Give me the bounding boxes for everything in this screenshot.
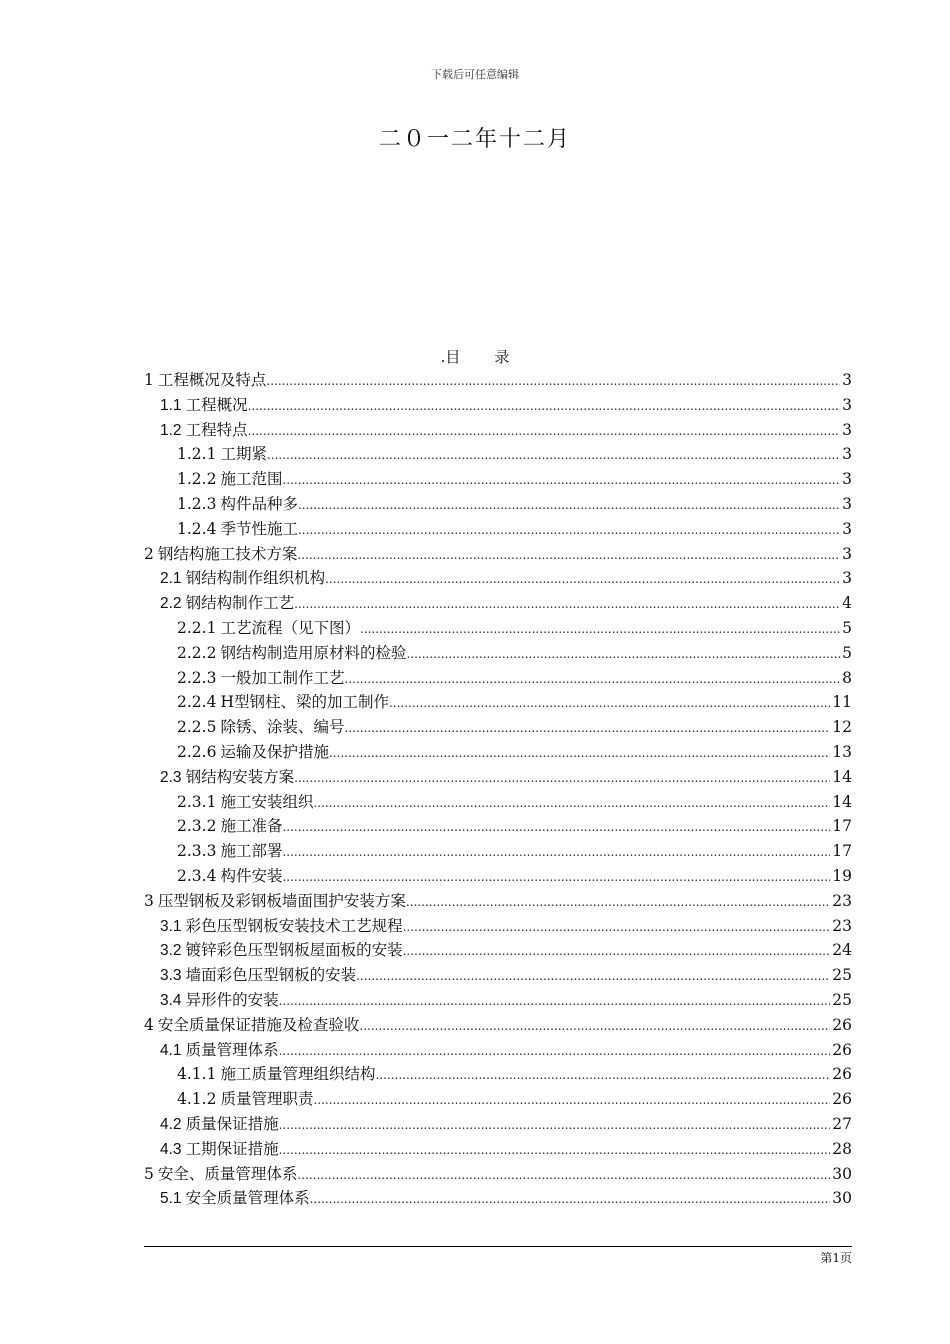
toc-entry[interactable] xyxy=(144,1038,852,1063)
toc-entry-number: 2.3.1 xyxy=(177,792,217,811)
toc-entry[interactable] xyxy=(144,467,852,492)
toc-entry[interactable] xyxy=(144,542,852,567)
toc-entry[interactable] xyxy=(144,492,852,517)
toc-entry-title: 工程概况及特点 xyxy=(157,371,267,389)
footer-divider xyxy=(144,1246,852,1247)
toc-entry-number: 2.2.1 xyxy=(177,618,217,637)
toc-entry-number: 2.2.2 xyxy=(177,643,217,662)
toc-entry[interactable] xyxy=(144,1013,852,1038)
toc-entry[interactable] xyxy=(144,938,852,963)
toc-entry-page: 4 xyxy=(842,594,852,613)
toc-entry[interactable] xyxy=(144,765,852,790)
toc-dot-leader xyxy=(282,840,830,865)
toc-entry-number: 2.3.2 xyxy=(177,817,217,836)
toc-dot-leader xyxy=(356,964,830,989)
header-note: 下载后可任意编辑 xyxy=(431,68,519,81)
toc-entry-page: 12 xyxy=(832,718,852,737)
toc-entry-title: 安全质量保证措施及检查验收 xyxy=(157,1015,360,1034)
toc-entry-title: 工期紧 xyxy=(220,445,267,464)
toc-heading xyxy=(0,346,950,367)
toc-dot-leader xyxy=(298,518,840,543)
toc-entry-title: 墙面彩色压型钢板的安装 xyxy=(185,966,357,985)
toc-entry-page: 3 xyxy=(842,420,852,439)
toc-entry-title: 钢结构安装方案 xyxy=(185,767,295,786)
toc-dot-leader xyxy=(313,1088,830,1113)
toc-entry-page: 14 xyxy=(832,767,852,786)
toc-dot-leader xyxy=(279,1138,831,1163)
toc-entry[interactable] xyxy=(144,1087,852,1112)
toc-dot-leader xyxy=(298,493,840,518)
toc-entry-page: 25 xyxy=(832,990,852,1009)
toc-entry[interactable] xyxy=(144,740,852,765)
table-of-contents xyxy=(144,368,852,1211)
toc-entry-page: 3 xyxy=(842,445,852,464)
toc-entry-number: 2.3.4 xyxy=(177,866,217,885)
toc-entry-number: 1.1 xyxy=(160,396,182,414)
toc-entry[interactable] xyxy=(144,839,852,864)
toc-entry-number: 1.2.3 xyxy=(177,494,217,513)
toc-entry-number: 4.1.1 xyxy=(177,1065,217,1084)
toc-entry-title: 构件安装 xyxy=(220,866,283,885)
toc-entry[interactable] xyxy=(144,814,852,839)
toc-entry-number: 2.3 xyxy=(160,768,182,786)
toc-entry-page: 11 xyxy=(832,693,852,712)
toc-entry[interactable] xyxy=(144,864,852,889)
toc-dot-leader xyxy=(403,915,831,940)
toc-entry-number: 5.1 xyxy=(160,1190,182,1208)
toc-dot-leader xyxy=(294,766,830,791)
toc-entry-title: 施工部署 xyxy=(220,842,283,861)
toc-entry-title: 钢结构制作组织机构 xyxy=(185,569,326,588)
toc-entry-page: 3 xyxy=(842,470,852,489)
toc-entry[interactable] xyxy=(144,1162,852,1187)
toc-entry-page: 5 xyxy=(842,643,852,662)
toc-entry-title: 质量管理体系 xyxy=(185,1040,279,1059)
toc-dot-leader xyxy=(266,369,840,394)
toc-entry-number: 2.3.3 xyxy=(177,842,217,861)
toc-entry-title: 季节性施工 xyxy=(220,519,298,538)
toc-entry-number: 4 xyxy=(144,1015,154,1034)
toc-entry[interactable] xyxy=(144,988,852,1013)
toc-entry-number: 3 xyxy=(144,891,154,910)
toc-entry-page: 26 xyxy=(832,1090,852,1109)
toc-entry-page: 3 xyxy=(842,494,852,513)
toc-entry-title: 质量管理职责 xyxy=(220,1090,314,1109)
toc-entry-title: 施工准备 xyxy=(220,817,283,836)
toc-entry-number: 2.2.6 xyxy=(177,742,217,761)
toc-entry[interactable] xyxy=(144,1137,852,1162)
toc-entry-page: 3 xyxy=(842,544,852,563)
toc-dot-leader xyxy=(297,543,840,568)
toc-dot-leader xyxy=(406,890,830,915)
toc-entry-page: 13 xyxy=(832,742,852,761)
toc-dot-leader xyxy=(248,394,841,419)
toc-dot-leader xyxy=(375,1063,830,1088)
toc-dot-leader xyxy=(344,667,840,692)
toc-entry-page: 23 xyxy=(832,916,852,935)
toc-entry-title: 工艺流程（见下图） xyxy=(220,618,360,637)
toc-entry-number: 4.1.2 xyxy=(177,1090,217,1109)
toc-entry[interactable] xyxy=(144,641,852,666)
toc-entry-title: 彩色压型钢板安装技术工艺规程 xyxy=(185,916,403,935)
toc-entry[interactable] xyxy=(144,591,852,616)
toc-heading-suffix: 录 xyxy=(494,348,510,366)
toc-entry[interactable] xyxy=(144,963,852,988)
toc-entry-number: 1.2.4 xyxy=(177,519,217,538)
toc-entry[interactable] xyxy=(144,418,852,443)
toc-entry-page: 28 xyxy=(832,1139,852,1158)
toc-entry-number: 5 xyxy=(144,1164,154,1183)
toc-entry-title: 工程概况 xyxy=(185,395,248,414)
toc-entry-page: 30 xyxy=(832,1164,852,1183)
toc-entry-title: 异形件的安装 xyxy=(185,990,279,1009)
toc-entry[interactable] xyxy=(144,566,852,591)
toc-entry-title: 钢结构制造用原材料的检验 xyxy=(220,643,407,662)
toc-entry-page: 14 xyxy=(832,792,852,811)
toc-entry[interactable] xyxy=(144,368,852,393)
toc-entry-number: 1.2.2 xyxy=(177,470,217,489)
toc-dot-leader xyxy=(279,1113,831,1138)
toc-entry-title: 一般加工制作工艺 xyxy=(220,668,345,687)
toc-entry[interactable] xyxy=(144,1062,852,1087)
toc-entry[interactable] xyxy=(144,1186,852,1211)
toc-entry-title: 压型钢板及彩钢板墙面围护安装方案 xyxy=(157,891,406,910)
toc-dot-leader xyxy=(279,989,831,1014)
toc-entry-number: 2.2 xyxy=(160,595,182,613)
footer-page-number: 第1页 xyxy=(820,1251,852,1265)
toc-entry-page: 30 xyxy=(832,1189,852,1208)
toc-entry-number: 3.4 xyxy=(160,991,182,1009)
toc-dot-leader xyxy=(329,741,830,766)
toc-entry-title: 安全、质量管理体系 xyxy=(157,1164,298,1183)
toc-dot-leader xyxy=(325,567,840,592)
toc-entry-title: 安全质量管理体系 xyxy=(185,1189,310,1208)
toc-entry-number: 3.3 xyxy=(160,967,182,985)
toc-entry[interactable] xyxy=(144,889,852,914)
toc-entry[interactable] xyxy=(144,690,852,715)
toc-dot-leader xyxy=(359,1014,830,1039)
toc-entry-number: 1.2 xyxy=(160,421,182,439)
toc-entry-page: 26 xyxy=(832,1040,852,1059)
toc-entry-title: 镀锌彩色压型钢板屋面板的安装 xyxy=(185,941,403,960)
toc-entry[interactable] xyxy=(144,442,852,467)
cover-date: 二０一二年十二月 xyxy=(378,127,571,152)
toc-dot-leader xyxy=(297,1163,830,1188)
toc-entry-number: 3.1 xyxy=(160,917,182,935)
toc-entry[interactable] xyxy=(144,517,852,542)
toc-dot-leader xyxy=(344,716,830,741)
toc-entry-page: 17 xyxy=(832,817,852,836)
toc-entry-page: 3 xyxy=(842,371,852,389)
toc-entry-page: 8 xyxy=(842,668,852,687)
toc-heading-prefix: .目 xyxy=(440,348,461,366)
toc-entry-page: 3 xyxy=(842,395,852,414)
toc-entry-title: 运输及保护措施 xyxy=(220,742,329,761)
toc-entry[interactable] xyxy=(144,1112,852,1137)
toc-entry-page: 5 xyxy=(842,618,852,637)
toc-entry-number: 2.2.3 xyxy=(177,668,217,687)
toc-entry-number: 1.2.1 xyxy=(177,445,217,464)
toc-entry-number: 2.1 xyxy=(160,570,182,588)
toc-entry-page: 3 xyxy=(842,569,852,588)
toc-entry-title: 构件品种多 xyxy=(220,494,298,513)
toc-entry-title: 工期保证措施 xyxy=(185,1139,279,1158)
toc-dot-leader xyxy=(282,815,830,840)
toc-entry-page: 19 xyxy=(832,866,852,885)
toc-entry-page: 3 xyxy=(842,519,852,538)
toc-dot-leader xyxy=(389,691,830,716)
toc-entry-title: H型钢柱、梁的加工制作 xyxy=(220,693,389,712)
toc-entry-title: 钢结构施工技术方案 xyxy=(157,544,298,563)
toc-entry[interactable] xyxy=(144,790,852,815)
toc-entry-title: 钢结构制作工艺 xyxy=(185,594,295,613)
toc-dot-leader xyxy=(279,1039,831,1064)
toc-dot-leader xyxy=(248,419,841,444)
toc-dot-leader xyxy=(313,791,830,816)
toc-entry-number: 2 xyxy=(144,544,154,563)
toc-entry-title: 施工范围 xyxy=(220,470,283,489)
toc-entry-page: 26 xyxy=(832,1015,852,1034)
toc-dot-leader xyxy=(310,1187,831,1212)
toc-entry-page: 24 xyxy=(832,941,852,960)
toc-entry-number: 2.2.5 xyxy=(177,718,217,737)
toc-dot-leader xyxy=(294,592,840,617)
toc-entry-page: 26 xyxy=(832,1065,852,1084)
toc-dot-leader xyxy=(282,865,830,890)
toc-entry-number: 1 xyxy=(144,371,154,389)
toc-entry-number: 4.3 xyxy=(160,1140,182,1158)
toc-entry-title: 质量保证措施 xyxy=(185,1114,279,1133)
toc-entry[interactable] xyxy=(144,393,852,418)
toc-entry-number: 4.1 xyxy=(160,1041,182,1059)
toc-entry-number: 3.2 xyxy=(160,942,182,960)
toc-entry-number: 4.2 xyxy=(160,1115,182,1133)
toc-entry-number: 2.2.4 xyxy=(177,693,217,712)
toc-entry-title: 施工质量管理组织结构 xyxy=(220,1065,376,1084)
toc-entry[interactable] xyxy=(144,715,852,740)
toc-entry[interactable] xyxy=(144,914,852,939)
toc-entry-page: 23 xyxy=(832,891,852,910)
toc-dot-leader xyxy=(360,617,840,642)
toc-entry[interactable] xyxy=(144,666,852,691)
toc-dot-leader xyxy=(403,939,831,964)
toc-entry[interactable] xyxy=(144,616,852,641)
toc-dot-leader xyxy=(282,468,840,493)
toc-entry-page: 17 xyxy=(832,842,852,861)
toc-entry-page: 27 xyxy=(832,1114,852,1133)
toc-entry-title: 工程特点 xyxy=(185,420,248,439)
toc-entry-title: 除锈、涂装、编号 xyxy=(220,718,345,737)
toc-dot-leader xyxy=(267,443,840,468)
toc-entry-page: 25 xyxy=(832,966,852,985)
toc-dot-leader xyxy=(406,642,840,667)
toc-entry-title: 施工安装组织 xyxy=(220,792,314,811)
